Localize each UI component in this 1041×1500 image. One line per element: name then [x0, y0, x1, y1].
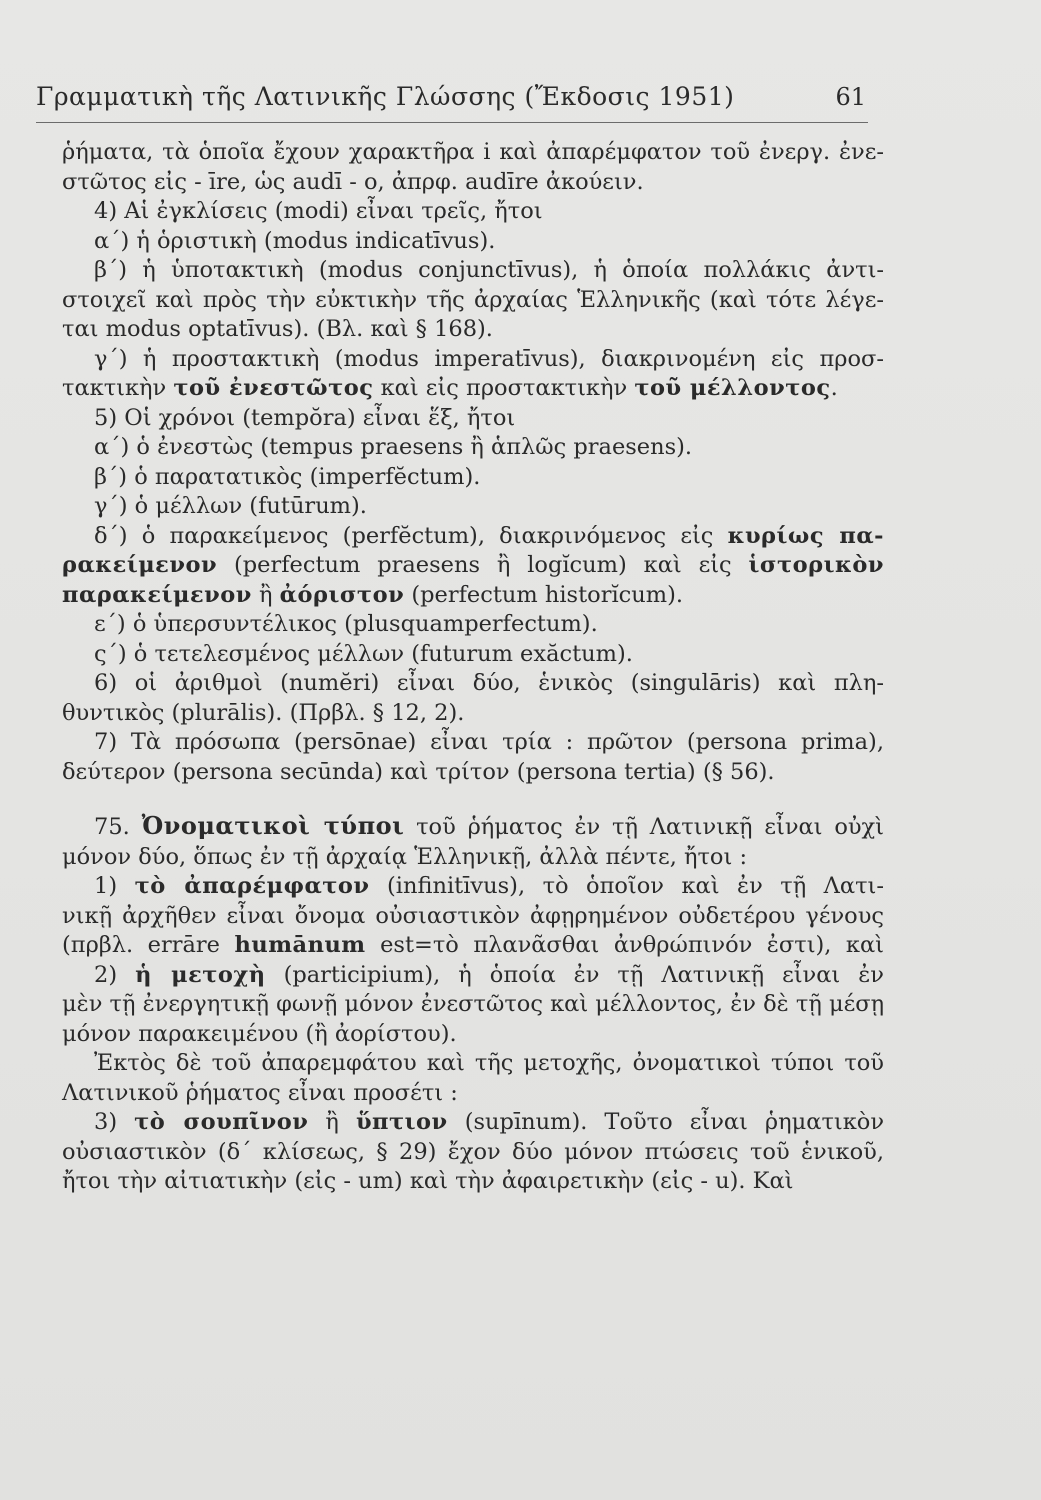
text-line: [62, 286, 884, 316]
running-header: [36, 82, 866, 111]
section-gap: [62, 787, 884, 811]
text-segment: ἤτοι τὴν αἰτιατικὴν (εἰς - um) καὶ τὴν ἀφαιρετικὴν (εἰς - u). Καὶ: [62, 1168, 794, 1194]
text-line: [62, 522, 884, 552]
text-line: [62, 758, 884, 788]
text-segment: Ἐκτὸς δὲ τοῦ ἀπαρεμφάτου καὶ τῆς μετοχῆς, ὀνοματικοὶ τύποι τοῦ: [94, 1050, 884, 1076]
text-segment: (supīnum). Τοῦτο εἶναι ῥηματικὸν: [447, 1109, 885, 1135]
text-line: [62, 404, 884, 434]
text-segment: καὶ εἰς προστακτικὴν: [373, 375, 635, 401]
text-segment: ἢ: [308, 1109, 356, 1135]
text-segment: μὲν τῇ ἐνεργητικῇ φωνῇ μόνον ἐνεστῶτος καὶ μέλλοντος, ἐν δὲ τῇ μέσῃ: [62, 991, 885, 1017]
text-line: [62, 699, 884, 729]
text-segment: δ΄) ὁ παρακείμενος (perfĕctum), διακρινόμενος εἰς: [94, 522, 728, 549]
text-line: [62, 168, 884, 198]
bold-term: ρακείμενον: [62, 552, 218, 578]
text-segment: ε΄) ὁ ὑπερσυντέλικος (plusquamperfectum).: [94, 611, 598, 637]
bold-term: τοῦ ἐνεστῶτος: [173, 375, 374, 401]
text-line: [62, 1020, 884, 1050]
text-segment: β΄) ὁ παρατατικὸς (imperfĕctum).: [94, 463, 481, 490]
text-line: [62, 961, 884, 991]
text-line: [62, 728, 884, 758]
text-line: [62, 872, 884, 902]
text-segment: θυντικὸς (plurālis). (Πρβλ. § 12, 2).: [62, 699, 465, 726]
text-line: [62, 551, 884, 581]
text-segment: .: [830, 375, 838, 401]
header-rule: [36, 122, 868, 123]
text-segment: δεύτερον (persona secūnda) καὶ τρίτον (persona tertia) (§ 56).: [62, 758, 775, 785]
text-segment: ἢ: [251, 581, 280, 608]
text-line: [62, 227, 884, 257]
text-segment: Λατινικοῦ ῥήματος εἶναι προσέτι :: [62, 1079, 458, 1106]
text-segment: ς΄) ὁ τετελεσμένος μέλλων (futurum exăctum).: [94, 640, 633, 667]
text-line: [62, 902, 884, 932]
text-segment: 4) Αἱ ἐγκλίσεις (modi) εἶναι τρεῖς, ἤτοι: [94, 198, 543, 224]
bold-term: humānum: [234, 932, 366, 958]
text-segment: α΄) ἡ ὁριστικὴ (modus indicatīvus).: [94, 227, 496, 254]
text-line: [62, 669, 884, 699]
text-line: [62, 433, 884, 463]
text-line: [62, 463, 884, 493]
text-line: [62, 581, 884, 611]
text-line: [62, 138, 884, 168]
page-number: 61: [835, 83, 866, 111]
text-segment: α΄) ὁ ἐνεστὼς (tempus praesens ἢ ἁπλῶς praesens).: [94, 434, 693, 460]
text-line: [62, 492, 884, 522]
text-segment: est=τὸ πλανᾶσθαι ἀνθρώπινόν ἐστι), καὶ: [365, 932, 884, 958]
bold-term: ἱστορικὸν: [748, 552, 884, 578]
text-segment: τακτικὴν: [62, 375, 174, 401]
text-line: [62, 931, 884, 961]
text-segment: ται modus optatīvus). (Βλ. καὶ § 168).: [62, 316, 493, 342]
text-segment: μόνον παρακειμένου (ἢ ἀορίστου).: [62, 1020, 457, 1047]
bold-term: Ὀνοματικοὶ τύποι: [141, 811, 405, 840]
text-segment: 7) Τὰ πρόσωπα (persōnae) εἶναι τρία : πρῶτον (persona prima),: [94, 729, 884, 755]
text-line: [62, 1049, 884, 1079]
text-line: [62, 197, 884, 227]
text-line: [62, 843, 884, 873]
text-line: [62, 1108, 884, 1138]
text-segment: στοιχεῖ καὶ πρὸς τὴν εὐκτικὴν τῆς ἀρχαίας Ἑλληνικῆς (καὶ τότε λέγε-: [62, 286, 884, 313]
text-segment: γ΄) ὁ μέλλων (futūrum).: [94, 493, 367, 519]
text-segment: τοῦ ῥήματος ἐν τῇ Λατινικῇ εἶναι οὐχὶ: [404, 814, 884, 840]
bold-term: παρακείμενον: [62, 581, 252, 608]
bold-term: τὸ ἀπαρέμφατον: [134, 873, 370, 899]
text-line: [62, 1079, 884, 1109]
text-line: [62, 1167, 884, 1197]
text-line: [62, 610, 884, 640]
text-line: [62, 345, 884, 375]
text-segment: 1): [94, 873, 135, 899]
text-segment: στῶτος εἰς - īre, ὡς audī - o, ἀπρφ. audīre ἀκούειν.: [62, 168, 644, 195]
text-segment: β΄) ἡ ὑποτακτικὴ (modus conjunctīvus), ἡ ὁποία πολλάκις ἀντι-: [94, 257, 884, 283]
bold-term: κυρίως πα-: [727, 522, 885, 549]
text-segment: 2): [94, 961, 136, 988]
text-segment: 75.: [94, 814, 142, 840]
bold-term: ἀόριστον: [279, 581, 405, 608]
text-segment: (perfectum historĭcum).: [404, 581, 684, 608]
text-line: [62, 256, 884, 286]
text-segment: οὐσιαστικὸν (δ΄ κλίσεως, § 29) ἔχον δύο μόνον πτώσεις τοῦ ἑνικοῦ,: [62, 1138, 884, 1165]
header-title: Γραμματικὴ τῆς Λατινικῆς Γλώσσης (Ἔκδοσις 1951): [36, 82, 735, 111]
bold-term: τὸ σουπῖνον: [134, 1109, 309, 1135]
text-line: [62, 990, 884, 1020]
text-line: [62, 1138, 884, 1168]
text-segment: (infinitīvus), τὸ ὁποῖον καὶ ἐν τῇ Λατι-: [369, 873, 884, 899]
text-segment: ῥήματα, τὰ ὁποῖα ἔχουν χαρακτῆρα i καὶ ἀπαρέμφατον τοῦ ἐνεργ. ἐνε-: [62, 139, 884, 165]
bold-term: ὕπτιον: [355, 1109, 448, 1135]
text-segment: 3): [94, 1109, 135, 1135]
text-line: [62, 315, 884, 345]
text-segment: (participium), ἡ ὁποία ἐν τῇ Λατινικῇ εἶναι ἐν: [265, 961, 884, 988]
text-line: [62, 811, 884, 843]
text-segment: (perfectum praesens ἢ logĭcum) καὶ εἰς: [217, 552, 749, 578]
text-segment: 6) οἱ ἀριθμοὶ (numĕri) εἶναι δύο, ἑνικὸς (singulāris) καὶ πλη-: [94, 670, 884, 696]
text-segment: (πρβλ. errāre: [62, 932, 235, 958]
text-segment: γ΄) ἡ προστακτικὴ (modus imperatīvus), διακρινομένη εἰς προσ-: [94, 345, 884, 372]
text-line: [62, 640, 884, 670]
bold-term: ἡ μετοχὴ: [135, 961, 266, 988]
text-segment: νικῇ ἀρχῆθεν εἶναι ὄνομα οὐσιαστικὸν ἀφῃρημένον οὐδετέρου γένους: [62, 902, 884, 929]
text-line: [62, 374, 884, 404]
page-body: [62, 138, 884, 1197]
text-segment: μόνον δύο, ὅπως ἐν τῇ ἀρχαίᾳ Ἑλληνικῇ, ἀλλὰ πέντε, ἤτοι :: [62, 843, 748, 870]
bold-term: τοῦ μέλλοντος: [634, 375, 831, 401]
text-segment: 5) Οἱ χρόνοι (tempŏra) εἶναι ἕξ, ἤτοι: [94, 404, 516, 431]
